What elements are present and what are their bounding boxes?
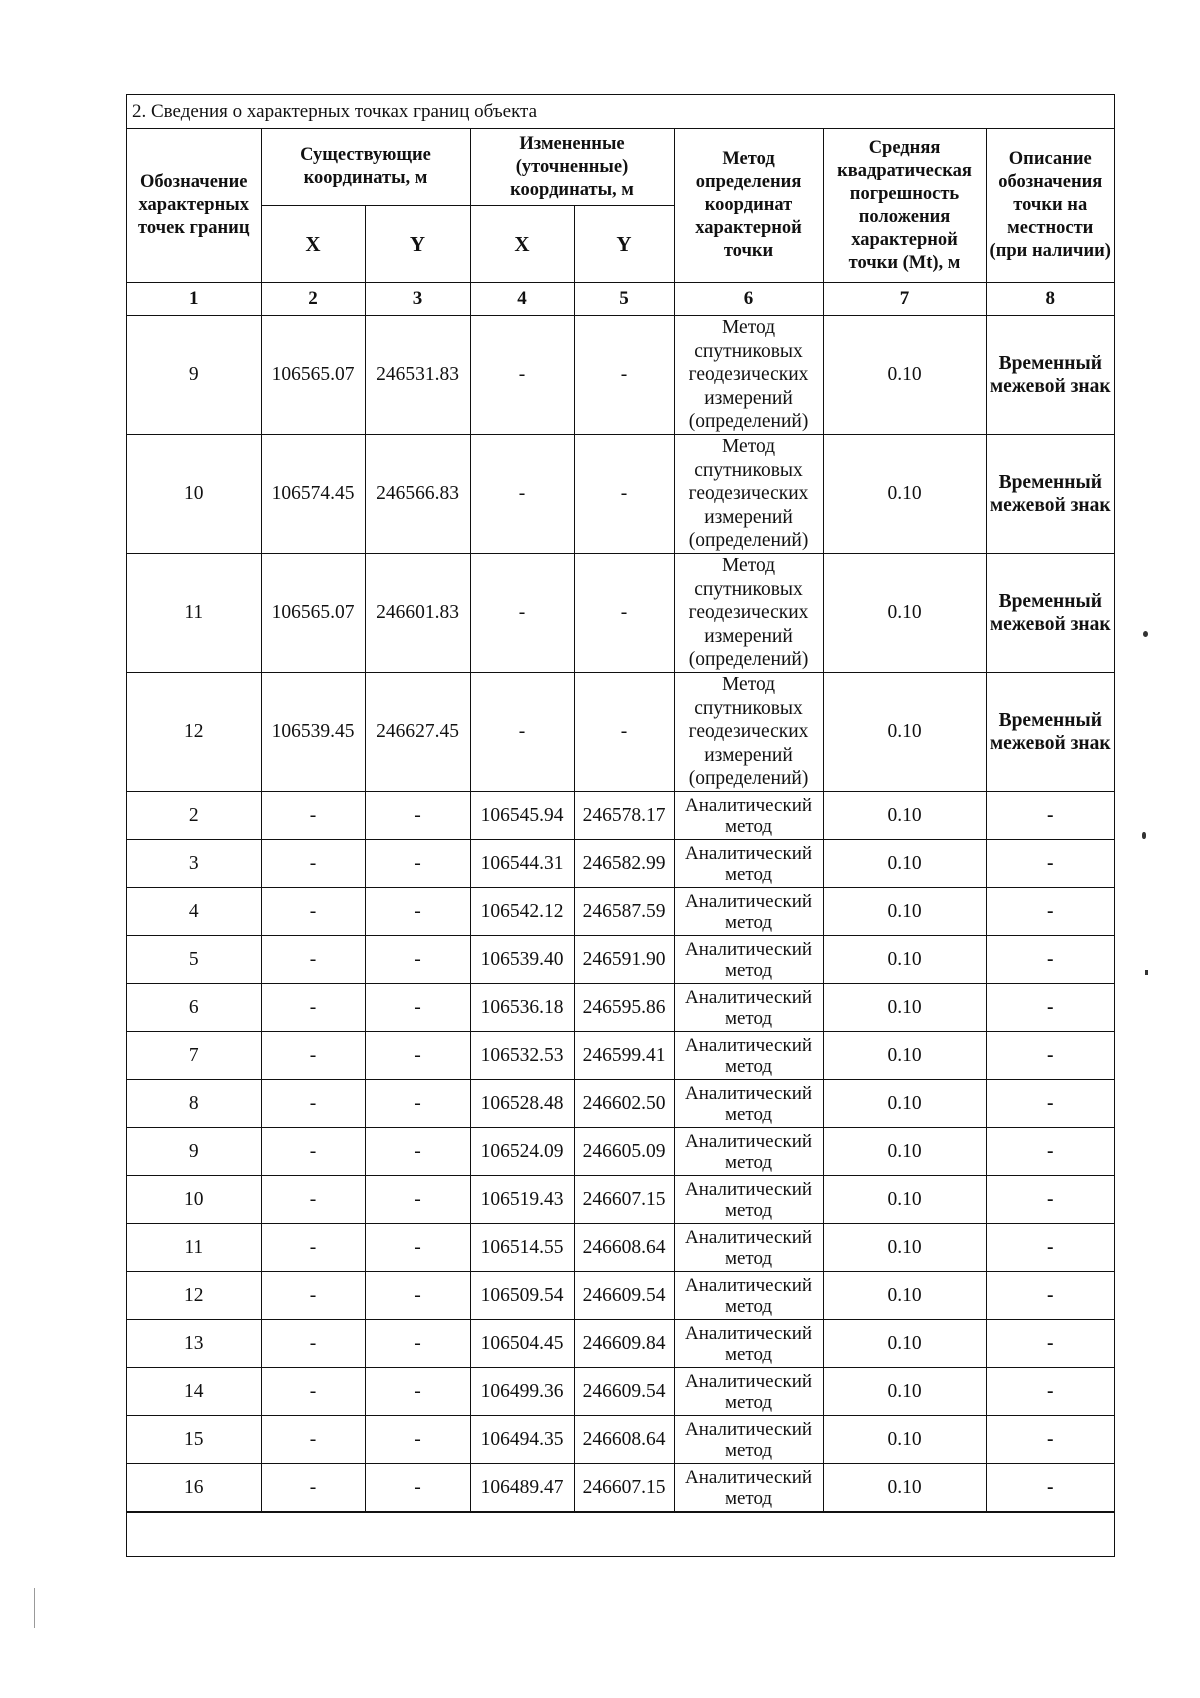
point-description-cell: - [986,1368,1114,1416]
table-row [127,840,1114,888]
column-number: 6 [674,283,823,316]
point-description-cell: - [986,1320,1114,1368]
point-description-cell: - [986,888,1114,936]
header-error: Средняя квадратическая погрешность положения характерной точки (Mt), м [823,129,986,283]
changed-y-cell: 246595.86 [574,984,674,1032]
point-description-cell: - [986,936,1114,984]
point-description-cell: - [986,984,1114,1032]
method-cell: Аналитический метод [674,1080,823,1128]
column-numbers-row [127,283,1114,316]
table-row [127,888,1114,936]
error-mt-cell: 0.10 [823,936,986,984]
column-number: 2 [261,283,365,316]
changed-y-cell: 246609.84 [574,1320,674,1368]
method-cell: Метод спутниковых геодезических измерений (определений) [674,673,823,792]
table-row [127,554,1114,673]
table-row [127,316,1114,435]
column-number: 4 [470,283,574,316]
existing-y-cell: - [365,888,470,936]
point-label-cell: 4 [127,888,261,936]
error-mt-cell: 0.10 [823,1128,986,1176]
changed-y-cell: 246587.59 [574,888,674,936]
error-mt-cell: 0.10 [823,673,986,792]
error-mt-cell: 0.10 [823,1080,986,1128]
table-row [127,1320,1114,1368]
point-label-cell: 6 [127,984,261,1032]
point-description-cell: Временный межевой знак [986,316,1114,435]
point-label-cell: 9 [127,1128,261,1176]
existing-x-cell: - [261,1416,365,1464]
method-cell: Аналитический метод [674,984,823,1032]
point-description-cell: - [986,1464,1114,1512]
changed-x-cell: 106542.12 [470,888,574,936]
method-cell: Аналитический метод [674,1368,823,1416]
header-description: Описание обозначения точки на местности (при наличии) [986,129,1114,283]
existing-x-cell: - [261,1272,365,1320]
existing-x-cell: 106565.07 [261,316,365,435]
existing-y-cell: 246531.83 [365,316,470,435]
method-cell: Аналитический метод [674,1320,823,1368]
header-existing-x: X [261,206,365,283]
existing-y-cell: - [365,1320,470,1368]
changed-x-cell: 106489.47 [470,1464,574,1512]
changed-y-cell: 246602.50 [574,1080,674,1128]
existing-x-cell: - [261,1176,365,1224]
existing-x-cell: 106574.45 [261,435,365,554]
existing-x-cell: - [261,888,365,936]
point-label-cell: 2 [127,792,261,840]
point-label-cell: 11 [127,554,261,673]
existing-y-cell: - [365,1464,470,1512]
existing-x-cell: - [261,1032,365,1080]
changed-x-cell: 106524.09 [470,1128,574,1176]
boundary-points-table [127,129,1114,1512]
changed-x-cell: - [470,673,574,792]
method-cell: Аналитический метод [674,1416,823,1464]
point-label-cell: 3 [127,840,261,888]
point-description-cell: - [986,1032,1114,1080]
changed-y-cell: - [574,316,674,435]
existing-y-cell: - [365,984,470,1032]
table-row [127,936,1114,984]
existing-x-cell: - [261,1368,365,1416]
error-mt-cell: 0.10 [823,792,986,840]
point-description-cell: - [986,1272,1114,1320]
existing-x-cell: 106565.07 [261,554,365,673]
changed-x-cell: 106494.35 [470,1416,574,1464]
changed-x-cell: - [470,435,574,554]
header-changed-x: X [470,206,574,283]
existing-y-cell: 246627.45 [365,673,470,792]
method-cell: Аналитический метод [674,1272,823,1320]
error-mt-cell: 0.10 [823,435,986,554]
error-mt-cell: 0.10 [823,1272,986,1320]
changed-x-cell: - [470,554,574,673]
method-cell: Аналитический метод [674,1032,823,1080]
point-description-cell: - [986,792,1114,840]
changed-x-cell: 106514.55 [470,1224,574,1272]
changed-y-cell: 246605.09 [574,1128,674,1176]
existing-y-cell: - [365,1272,470,1320]
header-existing-y: Y [365,206,470,283]
existing-x-cell: - [261,1320,365,1368]
method-cell: Аналитический метод [674,936,823,984]
error-mt-cell: 0.10 [823,1176,986,1224]
changed-x-cell: 106532.53 [470,1032,574,1080]
existing-y-cell: - [365,1224,470,1272]
method-cell: Аналитический метод [674,1176,823,1224]
header-method: Метод определения координат характерной точки [674,129,823,283]
point-label-cell: 10 [127,1176,261,1224]
point-description-cell: Временный межевой знак [986,435,1114,554]
method-cell: Аналитический метод [674,1224,823,1272]
point-description-cell: Временный межевой знак [986,673,1114,792]
point-label-cell: 8 [127,1080,261,1128]
point-label-cell: 16 [127,1464,261,1512]
changed-y-cell: 246609.54 [574,1272,674,1320]
table-row [127,1416,1114,1464]
error-mt-cell: 0.10 [823,554,986,673]
error-mt-cell: 0.10 [823,888,986,936]
existing-y-cell: - [365,1368,470,1416]
changed-x-cell: 106536.18 [470,984,574,1032]
method-cell: Аналитический метод [674,1128,823,1176]
existing-x-cell: 106539.45 [261,673,365,792]
header-changed-coordinates: Измененные (уточненные) координаты, м [470,129,674,206]
point-label-cell: 5 [127,936,261,984]
existing-x-cell: - [261,792,365,840]
table-row [127,1272,1114,1320]
error-mt-cell: 0.10 [823,1032,986,1080]
changed-y-cell: 246578.17 [574,792,674,840]
error-mt-cell: 0.10 [823,1416,986,1464]
existing-y-cell: - [365,1416,470,1464]
method-cell: Аналитический метод [674,888,823,936]
point-description-cell: - [986,1080,1114,1128]
table-footer-empty-row [127,1512,1114,1556]
point-description-cell: - [986,1416,1114,1464]
column-number: 3 [365,283,470,316]
method-cell: Аналитический метод [674,1464,823,1512]
existing-x-cell: - [261,936,365,984]
table-row [127,1464,1114,1512]
changed-y-cell: 246582.99 [574,840,674,888]
scan-speck [1142,832,1146,839]
column-number: 1 [127,283,261,316]
changed-y-cell: 246607.15 [574,1176,674,1224]
table-row [127,984,1114,1032]
scan-speck [1145,970,1148,975]
changed-y-cell: - [574,673,674,792]
method-cell: Аналитический метод [674,840,823,888]
header-changed-y: Y [574,206,674,283]
changed-x-cell: 106509.54 [470,1272,574,1320]
changed-y-cell: 246599.41 [574,1032,674,1080]
table-row [127,1224,1114,1272]
existing-x-cell: - [261,840,365,888]
point-label-cell: 14 [127,1368,261,1416]
changed-x-cell: 106544.31 [470,840,574,888]
boundary-points-sheet [126,94,1115,1557]
changed-y-cell: 246608.64 [574,1416,674,1464]
changed-y-cell: - [574,554,674,673]
changed-y-cell: 246609.54 [574,1368,674,1416]
error-mt-cell: 0.10 [823,1368,986,1416]
header-point-label: Обозначение характерных точек границ [127,129,261,283]
existing-y-cell: - [365,1176,470,1224]
changed-x-cell: 106504.45 [470,1320,574,1368]
existing-y-cell: - [365,1128,470,1176]
method-cell: Метод спутниковых геодезических измерений (определений) [674,316,823,435]
table-row [127,1080,1114,1128]
point-description-cell: Временный межевой знак [986,554,1114,673]
existing-x-cell: - [261,1464,365,1512]
changed-y-cell: 246591.90 [574,936,674,984]
point-label-cell: 12 [127,673,261,792]
point-label-cell: 9 [127,316,261,435]
point-label-cell: 7 [127,1032,261,1080]
error-mt-cell: 0.10 [823,316,986,435]
existing-x-cell: - [261,1128,365,1176]
method-cell: Метод спутниковых геодезических измерений (определений) [674,435,823,554]
changed-y-cell: 246608.64 [574,1224,674,1272]
table-row [127,1368,1114,1416]
table-row [127,792,1114,840]
point-label-cell: 10 [127,435,261,554]
table-row [127,1176,1114,1224]
table-row [127,673,1114,792]
error-mt-cell: 0.10 [823,1464,986,1512]
changed-y-cell: 246607.15 [574,1464,674,1512]
table-body [127,283,1114,1512]
changed-x-cell: - [470,316,574,435]
point-label-cell: 15 [127,1416,261,1464]
existing-y-cell: - [365,936,470,984]
point-label-cell: 11 [127,1224,261,1272]
scan-speck [1143,631,1148,637]
existing-y-cell: - [365,1032,470,1080]
changed-x-cell: 106519.43 [470,1176,574,1224]
point-description-cell: - [986,1176,1114,1224]
existing-y-cell: 246601.83 [365,554,470,673]
point-description-cell: - [986,840,1114,888]
column-number: 7 [823,283,986,316]
existing-x-cell: - [261,1080,365,1128]
point-label-cell: 13 [127,1320,261,1368]
point-label-cell: 12 [127,1272,261,1320]
error-mt-cell: 0.10 [823,1320,986,1368]
changed-x-cell: 106499.36 [470,1368,574,1416]
table-row [127,1032,1114,1080]
error-mt-cell: 0.10 [823,840,986,888]
scan-margin-line [34,1588,35,1628]
point-description-cell: - [986,1224,1114,1272]
existing-y-cell: - [365,840,470,888]
existing-y-cell: - [365,792,470,840]
table-row [127,435,1114,554]
table-row [127,1128,1114,1176]
changed-x-cell: 106545.94 [470,792,574,840]
method-cell: Метод спутниковых геодезических измерений (определений) [674,554,823,673]
changed-x-cell: 106539.40 [470,936,574,984]
header-existing-coordinates: Существующие координаты, м [261,129,470,206]
changed-y-cell: - [574,435,674,554]
point-description-cell: - [986,1128,1114,1176]
method-cell: Аналитический метод [674,792,823,840]
changed-x-cell: 106528.48 [470,1080,574,1128]
column-number: 5 [574,283,674,316]
error-mt-cell: 0.10 [823,984,986,1032]
column-number: 8 [986,283,1114,316]
section-title: 2. Сведения о характерных точках границ объекта [127,95,1114,129]
existing-y-cell: - [365,1080,470,1128]
existing-x-cell: - [261,984,365,1032]
existing-x-cell: - [261,1224,365,1272]
error-mt-cell: 0.10 [823,1224,986,1272]
existing-y-cell: 246566.83 [365,435,470,554]
